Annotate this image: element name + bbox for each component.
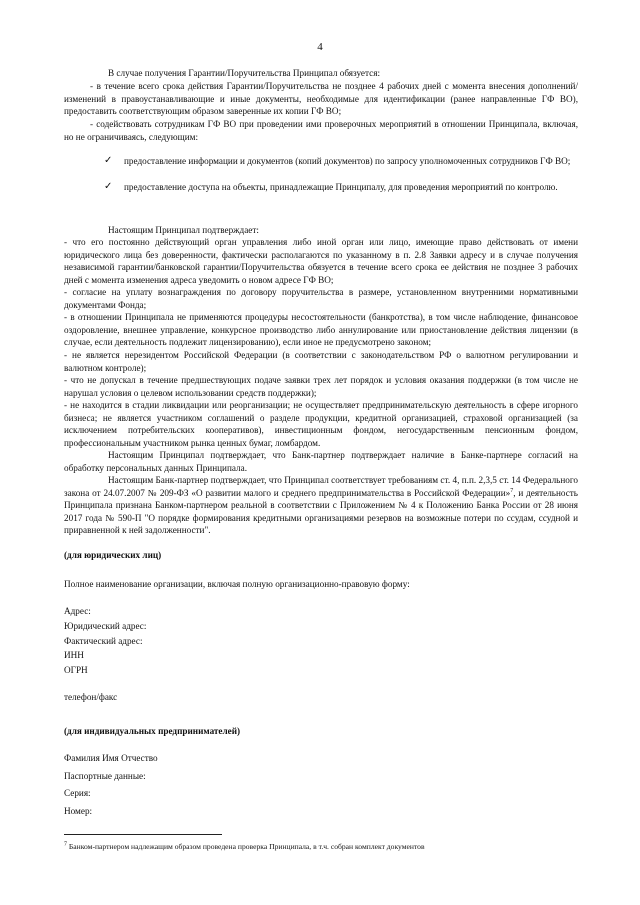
bank-partner-text-1: Настоящим Банк-партнер подтверждает, что Принципал соответствует требованиям ст. 4, п.п. 2,3,5 ст. 14 Федерального закона от 24.07.2007 № 209-ФЗ «О развитии малого и среднего предпринимательства в Российской Федерации» — [64, 475, 578, 498]
obligation-item-2: - содействовать сотрудникам ГФ ВО при проведении ими проверочных мероприятий в отношении Принципала, включая, но не ограничиваясь, следующим: — [64, 119, 578, 142]
inn-label: ИНН — [64, 650, 84, 660]
series-label: Серия: — [64, 788, 91, 798]
confirm-item-6: - не находится в стадии ликвидации или реорганизации; не осуществляет предпринимательскую деятельность в сфере игорного бизнеса; не является участником соглашений о разделе продукции, кредитной организацией, страховой организацией (за исключением потребительских кооперативов), инвестиционным фондом, негосударственным пенсионным фондом, профессиональным участником рынка ценных бумаг, ломбардом. — [64, 400, 578, 448]
footnote — [64, 842, 425, 852]
footnote-number: 7 — [64, 841, 67, 848]
confirms-intro: Настоящим Принципал подтверждает: — [108, 225, 259, 235]
individual-heading: (для индивидуальных предпринимателей) — [64, 726, 241, 736]
check-item-1 — [104, 155, 578, 168]
footnote-ref: 7 — [510, 487, 514, 494]
passport-label: Паспортные данные: — [64, 771, 146, 781]
obligations-intro: В случае получения Гарантии/Поручительства Принципал обязуется: — [108, 68, 380, 78]
confirm-item-2: - согласие на уплату вознаграждения по договору поручительства в размере, установленном внутренними нормативными документами Фонда; — [64, 287, 578, 310]
ogrn-label: ОГРН — [64, 665, 88, 675]
confirm-item-5: - что не допускал в течение предшествующих подаче заявки трех лет порядок и условия оказания поддержки (в том числе не нарушал условия о целевом использовании средств поддержки); — [64, 375, 578, 398]
checkmark-icon: ✓ — [104, 155, 113, 166]
legal-entity-heading: (для юридических лиц) — [64, 550, 162, 560]
obligation-item-1: - в течение всего срока действия Гарантии/Поручительства не позднее 4 рабочих дней с момента внесения дополнений/изменений в правоустанавливающие и иные документы, необходимые для идентификации (ранее направленные ГФ ВО), предоставить соответствующим образом заверенные их копии ГФ ВО; — [64, 81, 578, 116]
confirm-item-3: - в отношении Принципала не применяются процедуры несостоятельности (банкротства), в том числе наблюдение, финансовое оздоровление, внешнее управление, конкурсное производство либо аннулирование или приостановление действия лицензии (в случае, если деятельность подлежит лицензированию), если иное не предусмотрено законом; — [64, 312, 578, 347]
confirm-item-4: - не является нерезидентом Российской Федерации (в соответствии с законодательством РФ о валютном регулировании и валютном контроле); — [64, 350, 578, 373]
footnote-divider — [64, 834, 222, 835]
number-label: Номер: — [64, 806, 93, 816]
bank-partner-text-2: , и деятельность Принципала признана Банком-партнером реальной в соответствии с Приложением № 4 к Положению Банка России от 28 июня 2017 года № 590-П "О порядке формирования кредитными организациями резервов на возможные потери по ссудам, ссудной и приравненной к ней задолженности". — [64, 487, 578, 535]
personal-data-confirmation: Настоящим Принципал подтверждает, что Банк-партнер подтверждает наличие в Банке-партнере согласий на обработку персональных данных Принципала. — [64, 450, 578, 473]
check-item-1-text: предоставление информации и документов (копий документов) по запросу уполномоченных сотрудников ГФ ВО; — [124, 156, 571, 166]
actual-address-label: Фактический адрес: — [64, 636, 143, 646]
bank-partner-confirmation — [64, 474, 578, 537]
confirm-item-1: - что его постоянно действующий орган управления либо иной орган или лицо, имеющие право действовать от имени юридического лица без доверенности, фактически располагаются по указанному в п. 2.8 Заявки адресу и в случае получения независимой гарантии/банковской гарантии/Поручительства обязуется в течение всего срока ее действия не позднее 3 рабочих дней с момента изменения адреса уведомить о новом адресе ГФ ВО; — [64, 237, 578, 285]
phone-fax-label: телефон/факс — [64, 692, 118, 702]
check-item-2-text: предоставление доступа на объекты, принадлежащие Принципалу, для проведения мероприятий по контролю. — [124, 182, 558, 192]
full-name-label: Полное наименование организации, включая полную организационно-правовую форму: — [64, 579, 410, 589]
page-number: 4 — [317, 41, 323, 53]
address-label: Адрес: — [64, 606, 91, 616]
check-item-2 — [104, 181, 578, 194]
full-name-field-label: Фамилия Имя Отчество — [64, 753, 158, 763]
checkmark-icon: ✓ — [104, 181, 113, 192]
footnote-text: Банком-партнером надлежащим образом проведена проверка Принципала, в т.ч. собран комплект документов — [67, 842, 425, 851]
legal-address-label: Юридический адрес: — [64, 621, 147, 631]
